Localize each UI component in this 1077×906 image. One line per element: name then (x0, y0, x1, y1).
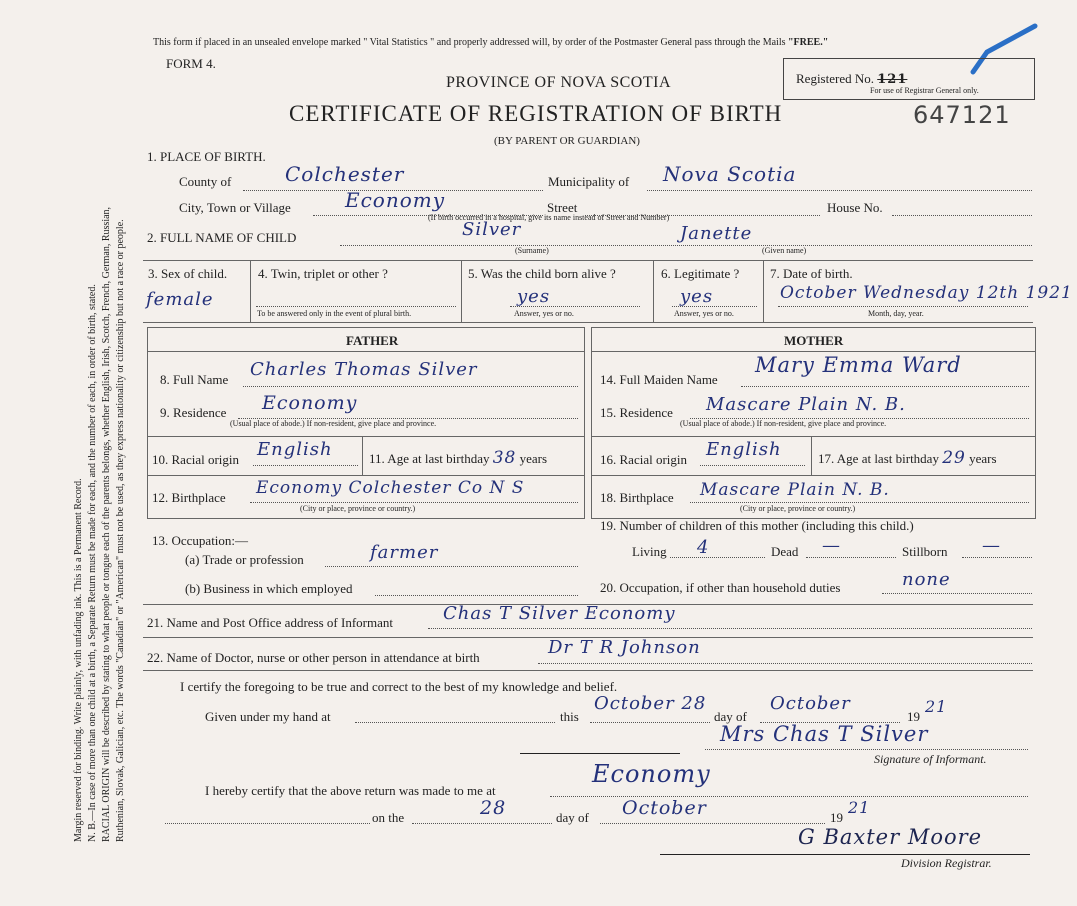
margin-note-2: N. B.—In case of more than one child at a birth, a Separate Return must be made for each, and the number of each, in order of birth, stated. (87, 284, 98, 842)
mother-age-label (818, 448, 997, 468)
registered-label: Registered No. (796, 71, 874, 86)
return-year-value: 21 (848, 798, 871, 817)
mother-abode-usual: (Usual place of abode.) (680, 419, 755, 428)
mother-birthplace-value: Mascare Plain N. B. (700, 480, 890, 500)
father-race-value: English (257, 439, 333, 460)
mother-race-label: 16. Racial origin (600, 452, 688, 467)
father-birthplace-note: (City or place, province or country.) (300, 504, 416, 513)
mother-age-text: 17. Age at last birthday (818, 451, 939, 466)
margin-note-1: Margin reserved for binding. Write plainly, with unfading ink. This is a Permanent Record. (73, 478, 84, 842)
trade-label: (a) Trade or profession (185, 552, 304, 567)
date-label: 7. Date of birth. (770, 266, 853, 281)
mother-abode-nonres: If non-resident, give place and province. (756, 419, 887, 428)
doctor-value: Dr T R Johnson (548, 637, 701, 658)
municipality-label: Municipality of (548, 174, 630, 189)
mother-occupation-value: none (902, 569, 951, 590)
mother-birthplace-note: (City or place, province or country.) (740, 504, 856, 513)
day-of-label: day of (714, 709, 747, 724)
surname-note: (Surname) (515, 246, 549, 255)
mother-name-label: 14. Full Maiden Name (600, 372, 718, 387)
date-rest-value: Wednesday 12th 1921 (863, 283, 1073, 303)
postal-note-text: This form if placed in an unsealed envelope marked " Vital Statistics " and properly addressed will, by order of the Postmaster General pass through the Mails (153, 37, 786, 48)
form-number: FORM 4. (166, 56, 216, 71)
mother-birthplace-label: 18. Birthplace (600, 490, 674, 505)
given-year-value: 21 (925, 697, 948, 716)
stillborn-label: Stillborn (902, 544, 948, 559)
registrar-only-note: For use of Registrar General only. (870, 86, 979, 95)
postal-note (153, 37, 828, 48)
hospital-note: (If birth occurred in a hospital, give its name instead of Street and Number) (428, 213, 670, 222)
father-age-label (369, 448, 547, 468)
given-day-value: October 28 (594, 693, 707, 714)
signature-informant-label: Signature of Informant. (874, 752, 987, 766)
return-day-of-label: day of (556, 810, 589, 825)
mother-residence-label: 15. Residence (600, 405, 673, 420)
margin-note-4: Ruthenian, Slovak, Galician, etc. The words "Canadian" or "American" must not be used, as they express nationality or citizenship but not a race or people. (115, 219, 126, 842)
twin-label: 4. Twin, triplet or other ? (258, 266, 388, 281)
occupation-label: 13. Occupation:— (152, 533, 249, 548)
sex-label: 3. Sex of child. (148, 266, 228, 281)
province-heading: PROVINCE OF NOVA SCOTIA (446, 74, 672, 91)
certificate-subtitle: (BY PARENT OR GUARDIAN) (494, 135, 640, 147)
father-race-label: 10. Racial origin (152, 452, 240, 467)
living-value: 4 (697, 537, 710, 558)
father-birthplace-value: Economy Colchester Co N S (256, 478, 525, 498)
place-of-birth-label: 1. PLACE OF BIRTH. (147, 149, 266, 164)
father-residence-label: 9. Residence (160, 405, 227, 420)
father-residence-value: Economy (262, 392, 358, 414)
mother-years-label: years (969, 451, 997, 466)
father-heading: FATHER (346, 333, 399, 348)
mother-name-value: Mary Emma Ward (755, 353, 962, 377)
father-age-value: 38 (492, 448, 517, 468)
return-month-value: October (622, 797, 707, 819)
alive-label: 5. Was the child born alive ? (468, 266, 616, 281)
dead-label: Dead (771, 544, 799, 559)
mother-abode-note (680, 419, 886, 428)
surname-value: Silver (462, 219, 522, 240)
street-label: Street (547, 200, 578, 215)
on-the-label: on the (372, 810, 405, 825)
doctor-label: 22. Name of Doctor, nurse or other person in attendance at birth (147, 650, 480, 665)
hereby-label: I hereby certify that the above return was made to me at (205, 783, 496, 798)
alive-value: yes (517, 286, 551, 307)
sex-value: female (146, 289, 214, 310)
father-years-label: years (519, 451, 548, 466)
alive-note: Answer, yes or no. (514, 309, 574, 318)
given-name-note: (Given name) (762, 246, 807, 255)
given-under-label: Given under my hand at (205, 709, 331, 724)
return-place-value: Economy (592, 760, 711, 788)
county-value: Colchester (285, 162, 405, 186)
date-note: Month, day, year. (868, 309, 924, 318)
legit-label: 6. Legitimate ? (661, 266, 740, 281)
return-century-label: 19 (830, 810, 843, 825)
given-month-value: October (770, 693, 851, 714)
business-label: (b) Business in which employed (185, 581, 353, 596)
certificate-title: CERTIFICATE OF REGISTRATION OF BIRTH (289, 101, 783, 126)
this-label: this (560, 709, 579, 724)
father-abode-usual: (Usual place of abode.) (230, 419, 305, 428)
father-abode-note (230, 419, 436, 428)
living-label: Living (632, 544, 667, 559)
legit-note: Answer, yes or no. (674, 309, 734, 318)
trade-value: farmer (370, 542, 439, 563)
free-mark: "FREE." (788, 37, 829, 48)
father-age-text: 11. Age at last birthday (369, 451, 490, 466)
margin-note-3: RACIAL ORIGIN will be described by stating to what people or tongue each of the parents belongs, whether English, Irish, Scotch, French, German, Russian, (101, 206, 112, 842)
house-label: House No. (827, 200, 883, 215)
father-birthplace-label: 12. Birthplace (152, 490, 226, 505)
return-day-value: 28 (480, 797, 507, 819)
city-value: Economy (345, 188, 446, 212)
informant-signature: Mrs Chas T Silver (720, 722, 929, 746)
division-registrar-label: Division Registrar. (901, 856, 992, 870)
father-name-label: 8. Full Name (160, 372, 229, 387)
full-name-label: 2. FULL NAME OF CHILD (147, 230, 297, 245)
given-name-value: Janette (680, 223, 753, 244)
mother-age-value: 29 (942, 448, 966, 468)
date-month-value: October (780, 283, 857, 303)
registered-box (783, 58, 1035, 100)
father-abode-nonres: If non-resident, give place and province. (306, 419, 437, 428)
mother-occupation-label: 20. Occupation, if other than household duties (600, 580, 841, 595)
legit-value: yes (680, 286, 714, 307)
stillborn-value: — (982, 535, 1001, 556)
mother-residence-value: Mascare Plain N. B. (706, 394, 906, 415)
municipality-value: Nova Scotia (663, 162, 797, 186)
county-label: County of (179, 174, 232, 189)
given-century-label: 19 (907, 709, 920, 724)
dead-value: — (822, 535, 841, 556)
registrar-signature: G Baxter Moore (798, 825, 983, 849)
twin-note: To be answered only in the event of plural birth. (257, 309, 412, 318)
informant-value: Chas T Silver Economy (443, 603, 676, 624)
children-label: 19. Number of children of this mother (including this child.) (600, 518, 914, 533)
mother-heading: MOTHER (784, 333, 844, 348)
register-stamp: 647121 (913, 101, 1011, 129)
city-label: City, Town or Village (179, 200, 291, 215)
certify-statement: I certify the foregoing to be true and correct to the best of my knowledge and belief. (180, 679, 618, 694)
date-value (780, 283, 1073, 303)
father-name-value: Charles Thomas Silver (250, 359, 478, 380)
registered-number: 121 (877, 72, 908, 87)
mother-race-value: English (706, 439, 782, 460)
informant-label: 21. Name and Post Office address of Informant (147, 615, 393, 630)
